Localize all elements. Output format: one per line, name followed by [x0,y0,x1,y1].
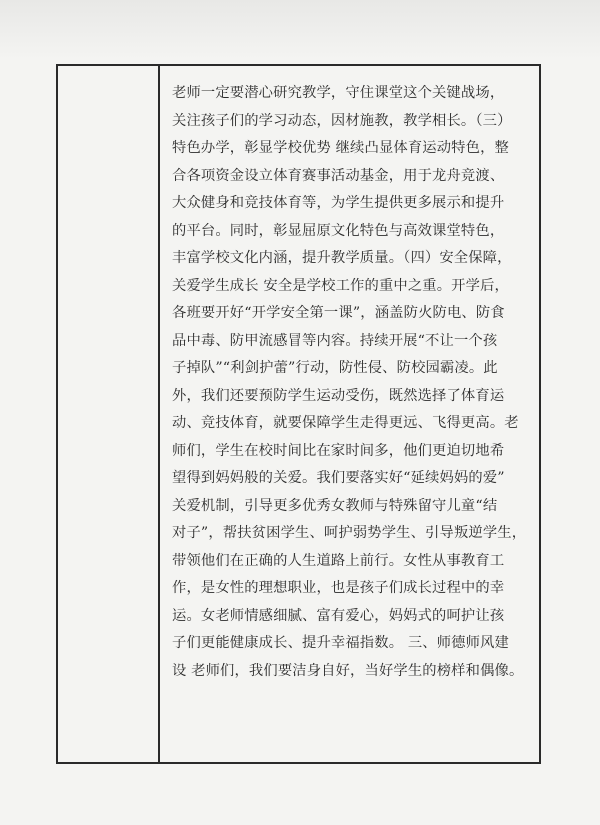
text-line: 动、竞技体育，就要保障学生走得更远、飞得更高。老 [172,415,519,431]
text-line: 品中毒、防甲流感冒等内容。持续开展“不让一个孩 [172,332,498,349]
text-line: 关注孩子们的学习动态，因材施教，教学相长。（三） [172,112,512,129]
text-line: 望得到妈妈般的关爱。我们要落实好“延续妈妈的爱” [172,470,505,486]
text-line: 丰富学校文化内涵，提升教学质量。（四）安全保障， [172,250,512,266]
text-line: 设 老师们，我们要洁身自好，当好学生的榜样和偶像。 [172,662,524,679]
text-line: 的平台。同时，彰显屈原文化特色与高效课堂特色， [172,222,505,239]
text-line: 外，我们还要预防学生运动受伤，既然选择了体育运 [172,387,505,404]
text-line: 特色办学，彰显学校优势 继续凸显体育运动特色，整 [172,140,509,156]
form-table [56,64,541,764]
table-content-cell [172,80,538,685]
text-line: 关爱机制，引导更多优秀女教师与特殊留守儿童“结 [172,497,498,514]
text-line: 带领他们在正确的人生道路上前行。女性从事教育工 [172,552,505,569]
table-column-divider [158,66,160,762]
text-line: 老师一定要潜心研究教学，守住课堂这个关键战场， [172,85,505,101]
text-line: 师们，学生在校时间比在家时间多，他们更迫切地希 [172,442,505,459]
text-line: 合各项资金设立体育赛事活动基金，用于龙舟竞渡、 [172,167,505,184]
text-line: 运。女老师情感细腻、富有爱心，妈妈式的呵护让孩 [172,607,505,624]
text-line: 大众健身和竞技体育等，为学生提供更多展示和提升 [172,195,505,211]
table-label-cell [58,66,158,762]
text-line: 子们更能健康成长、提升幸福指数。 三、师德师风建 [172,635,509,651]
text-line: 子掉队”“利剑护蕾”行动，防性侵、防校园霸凌。此 [172,360,498,376]
text-line: 关爱学生成长 安全是学校工作的重中之重。开学后， [172,277,509,294]
text-line: 对子”，帮扶贫困学生、呵护弱势学生、引导叛逆学生， [172,525,527,541]
text-line: 各班要开好“开学安全第一课”，涵盖防火防电、防食 [172,305,505,321]
text-line: 作，是女性的理想职业，也是孩子们成长过程中的幸 [172,580,505,596]
